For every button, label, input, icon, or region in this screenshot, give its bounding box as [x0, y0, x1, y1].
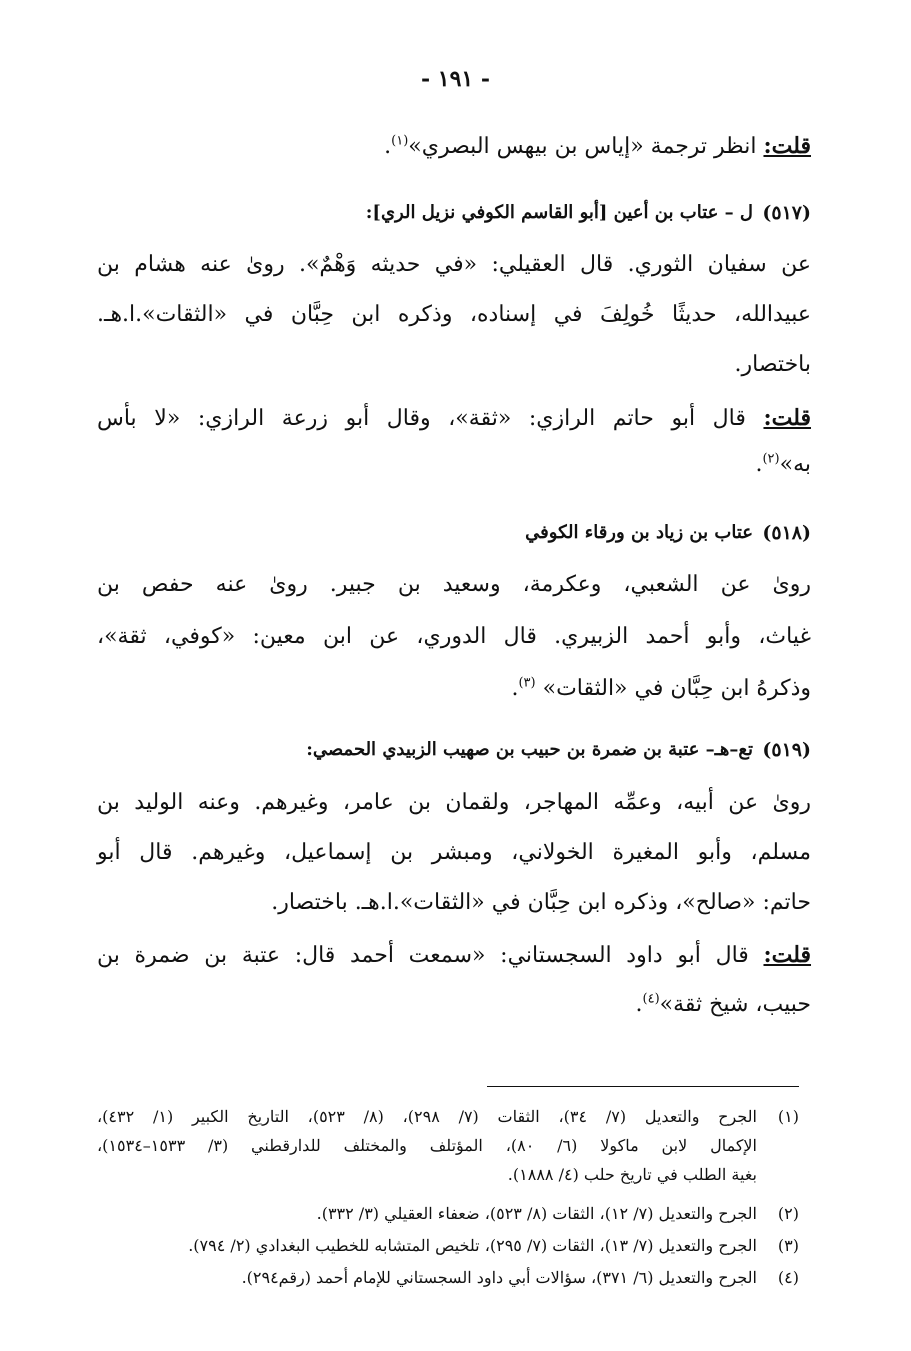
entry-title: تع–هـ– عتبة بن ضمرة بن حبيب بن صهيب الزبيدي الحمصي: [306, 739, 753, 760]
text-line: روىٰ عن الشعبي، وعكرمة، وسعيد بن جبير. روىٰ عنه حفص بن [97, 572, 811, 597]
note-line: به»$^{(٢)}$. [755, 451, 811, 477]
footnote-2 [97, 1201, 799, 1226]
footnote-text: الجرح والتعديل (٧/ ١٢)، الثقات (٨/ ٥٢٣)، ضعفاء العقيلي (٣/ ٣٣٢). [316, 1204, 757, 1223]
footnote-text: بغية الطلب في تاريخ حلب (٤/ ١٨٨٨). [507, 1165, 757, 1184]
footnote-number: (٤) [777, 1268, 799, 1287]
note-line: حبيب، شيخ ثقة»$^{(٤)}$. [635, 991, 811, 1017]
entry-number: (٥١٨) [762, 522, 811, 544]
note-line: قلت: قال أبو داود السجستاني: «سمعت أحمد قال: عتبة بن ضمرة بن [97, 942, 812, 968]
footnote-ref: (٢) [762, 451, 780, 467]
footnote-text: الإكمال لابن ماكولا (٦/ ٨٠)، المؤتلف والمختلف للدارقطني (٣/ ١٥٣٣–١٥٣٤)، [97, 1136, 758, 1155]
text-line: عن سفيان الثوري. قال العقيلي: «في حديثه وَهْمٌ». روىٰ عنه هشام بن [97, 252, 811, 277]
footnote-1 [97, 1104, 799, 1129]
text-line: غياث، وأبو أحمد الزبيري. قال الدوري، عن ابن معين: «كوفي، ثقة»، [97, 624, 811, 649]
intro-note: قلت: انظر ترجمة «إياس بن بيهس البصري»$^{(١)}$. [384, 133, 811, 159]
footnote-text: الجرح والتعديل (٧/ ١٣)، الثقات (٧/ ٢٩٥)، تلخيص المتشابه للخطيب البغدادي (٢/ ٧٩٤). [188, 1236, 757, 1255]
footnote-divider [487, 1086, 799, 1087]
footnote-3 [97, 1233, 799, 1258]
text-line: حاتم: «صالح»، وذكره ابن حِبَّان في «الثقات».ا.هـ. باختصار. [271, 890, 811, 915]
text-line: روىٰ عن أبيه، وعمِّه المهاجر، ولقمان بن عامر، وغيرهم. وعنه الوليد بن [97, 790, 811, 815]
qult-label: قلت: [763, 942, 812, 968]
qult-label: قلت: [763, 405, 811, 431]
footnote-ref: (١) [391, 133, 409, 149]
entry-title: عتاب بن زياد بن ورقاء الكوفي [525, 522, 753, 543]
footnote-number: (٣) [777, 1236, 799, 1255]
footnote-number: (٢) [777, 1204, 799, 1223]
footnote-ref: (٣) [518, 675, 536, 691]
intro-note-text: انظر ترجمة «إياس بن بيهس البصري» [408, 134, 764, 159]
footnote-1-cont [97, 1162, 799, 1187]
footnote-1-cont [97, 1133, 799, 1158]
text-line: مسلم، وأبو المغيرة الخولاني، ومبشر بن إسماعيل، وغيرهم. قال أبو [97, 840, 811, 865]
text-line: عبيدالله، حديثًا خُولِفَ في إسناده، وذكره ابن حِبَّان في «الثقات».ا.هـ. [97, 302, 811, 327]
note-line: قلت: قال أبو حاتم الرازي: «ثقة»، وقال أبو زرعة الرازي: «لا بأس [97, 405, 811, 431]
qult-label: قلت: [763, 133, 811, 159]
entry-title: ل – عتاب بن أعين [أبو القاسم الكوفي نزيل الري]: [365, 202, 753, 223]
entry-number: (٥١٩) [762, 739, 811, 761]
footnote-4 [97, 1265, 799, 1290]
text-line: وذكرهُ ابن حِبَّان في «الثقات» $^{(٣)}$. [511, 675, 811, 701]
footnote-number: (١) [777, 1107, 799, 1126]
text-line: باختصار. [734, 352, 811, 377]
page-number: - ١٩١ - [420, 66, 491, 92]
footnote-ref: (٤) [642, 991, 660, 1007]
entry-number: (٥١٧) [762, 202, 811, 224]
footnote-text: الجرح والتعديل (٦/ ٣٧١)، سؤالات أبي داود السجستاني للإمام أحمد (رقم٢٩٤). [241, 1268, 757, 1287]
footnote-text: الجرح والتعديل (٧/ ٣٤)، الثقات (٧/ ٢٩٨)، (٨/ ٥٢٣)، التاريخ الكبير (١/ ٤٣٢)، [97, 1107, 757, 1126]
